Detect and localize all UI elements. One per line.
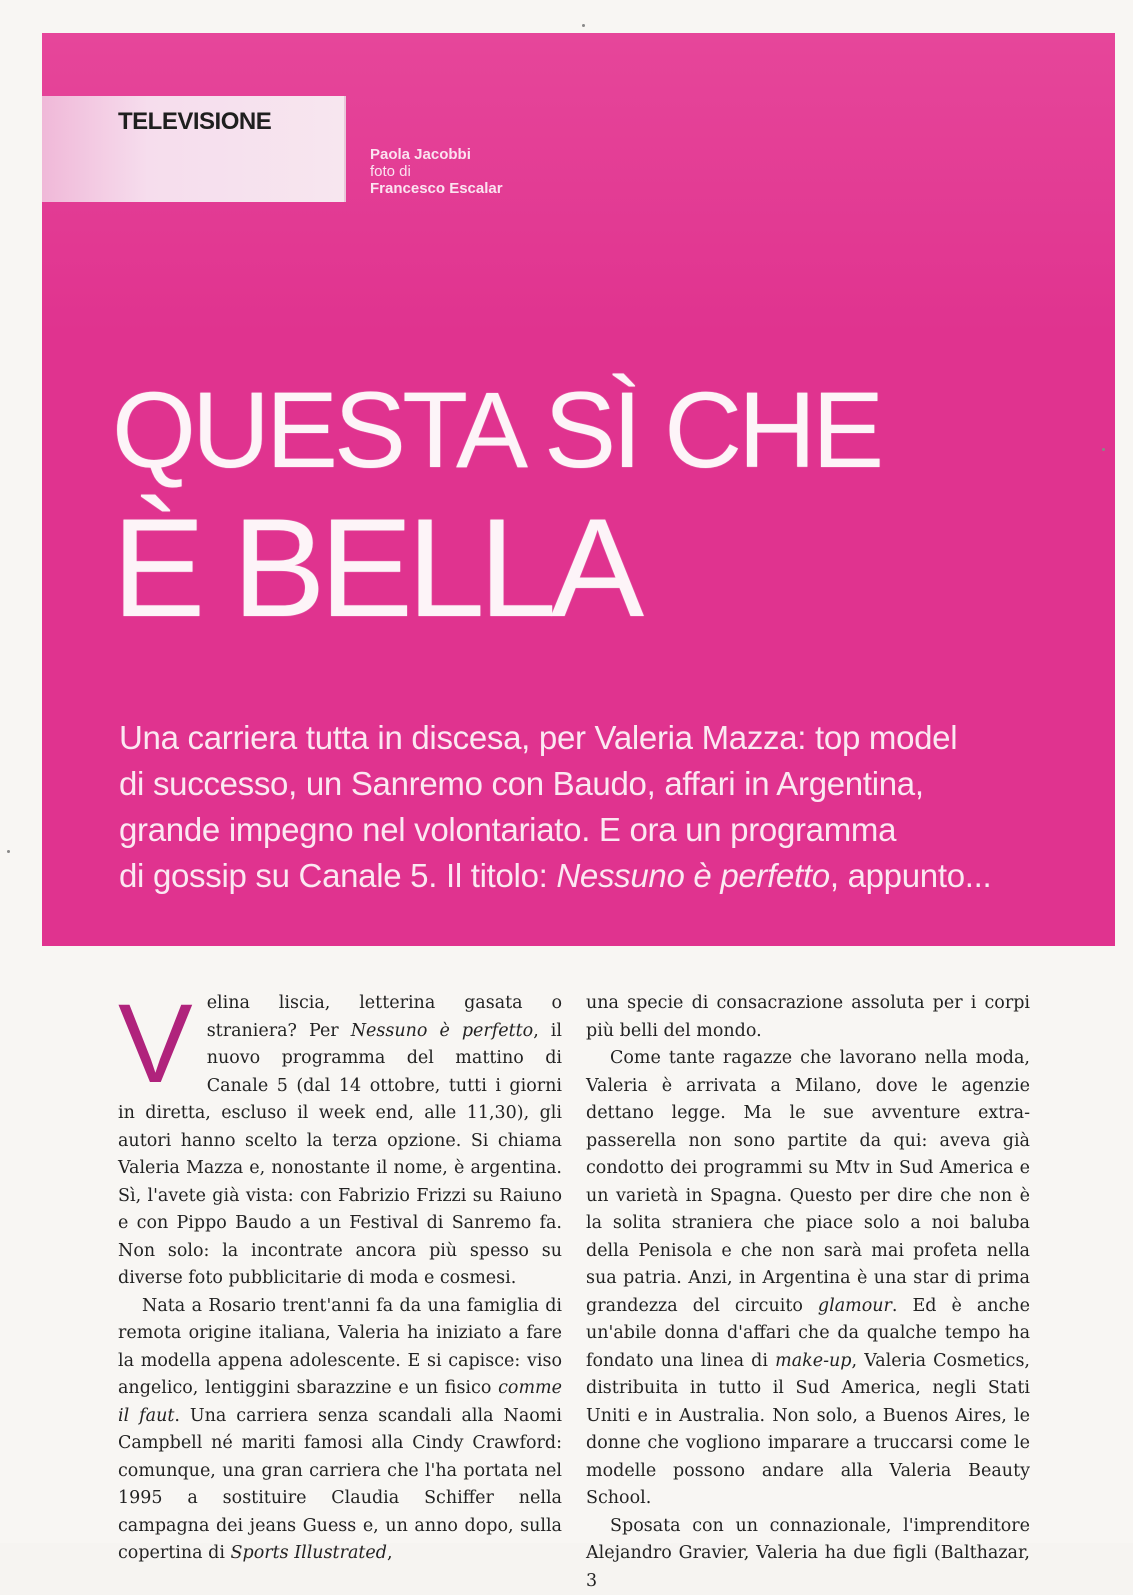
standfirst xyxy=(119,715,1049,899)
program-title: Nessuno è perfetto xyxy=(351,1021,534,1041)
scan-speck xyxy=(7,850,10,853)
column-left xyxy=(118,990,562,1568)
section-tag xyxy=(42,96,346,202)
paragraph: Sposata con un connazionale, l'imprenditore Alejandro Gravier, Valeria ha due figli (Balthazar, 3 xyxy=(586,1513,1030,1595)
drop-cap: V xyxy=(118,996,193,1092)
standfirst-line-1: Una carriera tutta in discesa, per Valeria Mazza: top model xyxy=(119,715,1049,761)
paragraph-text: . Ed è anche un'abile donna d'affari che da qualche tempo ha fondato una linea di xyxy=(586,1296,1030,1371)
italic-word: make-up xyxy=(775,1351,851,1371)
paragraph-text: . Una carriera senza scandali alla Naomi Campbell né mariti famosi alla Cindy Crawford: comunque, una gran carriera che l'ha portata nel 1995 a sostituire Claudia Schiffer nella campagna dei jeans Guess e, un anno dopo, sulla copertina di xyxy=(118,1406,562,1564)
paragraph-text: , xyxy=(387,1543,393,1563)
column-right xyxy=(586,990,1030,1595)
headline xyxy=(112,375,1092,641)
standfirst-line-2: di successo, un Sanremo con Baudo, affari in Argentina, xyxy=(119,761,1049,807)
article-body xyxy=(118,990,1038,1510)
paragraph xyxy=(118,1293,562,1568)
paragraph-continued: una specie di consacrazione assoluta per i corpi più belli del mondo. xyxy=(586,990,1030,1045)
magazine-title: Sports Illustrated xyxy=(231,1543,387,1563)
headline-line-1: QUESTA SÌ CHE xyxy=(112,375,1092,485)
paragraph-text: , Valeria Cosmetics, distribuita in tutto il Sud America, negli Stati Uniti e in Australia. Non solo, a Buenos Aires, le donne che vogliono imparare a truccarsi come le modelle possono andare alla Valeria Beauty School. xyxy=(586,1351,1030,1509)
standfirst-line-4 xyxy=(119,853,1049,899)
byline-author: Paola Jacobbi xyxy=(370,146,503,163)
italic-word: glamour xyxy=(818,1296,892,1316)
standfirst-line-3: grande impegno nel volontariato. E ora un programma xyxy=(119,807,1049,853)
paragraph-text: Come tante ragazze che lavorano nella moda, Valeria è arrivata a Milano, dove le agenzie dettano legge. Ma le sue avventure extra-passerella non sono partite da qui: aveva già condotto dei programmi su Mtv in Sud America e un varietà in Spagna. Questo per dire che non è la solita straniera che piace solo a noi baluba della Penisola e che non sarà mai profeta nella sua patria. Anzi, in Argentina è una star di prima grandezza del circuito xyxy=(586,1048,1030,1316)
byline-photographer: Francesco Escalar xyxy=(370,180,503,197)
scan-speck xyxy=(1102,448,1105,451)
standfirst-text-end: , appunto... xyxy=(830,857,992,894)
byline xyxy=(370,146,503,197)
paragraph-text: , il nuovo programma del mattino di Canale 5 (dal 14 ottobre, tutti i giorni in diretta, escluso il week end, alle 11,30), gli autori hanno scelto la terza opzione. Si chiama Valeria Mazza e, nonostante il nome, è argentina. Sì, l'avete già vista: con Fabrizio Frizzi su Raiuno e con Pippo Baudo a un Festival di Sanremo fa. Non solo: la incontrate ancora più spesso su diverse foto pubblicitarie di moda e cosmesi. xyxy=(118,1021,562,1289)
italic-phrase: comme il faut xyxy=(118,1378,562,1426)
headline-line-2: È BELLA xyxy=(112,495,1092,641)
scan-speck xyxy=(582,24,585,27)
paragraph xyxy=(586,1045,1030,1513)
paragraph-text: elina liscia, letterina gasata o straniera? Per xyxy=(207,993,562,1041)
section-label: TELEVISIONE xyxy=(118,108,271,136)
standfirst-program-title: Nessuno è perfetto xyxy=(556,857,829,894)
paragraph-text: Nata a Rosario trent'anni fa da una famiglia di remota origine italiana, Valeria ha iniziato a fare la modella appena adolescente. E si capisce: viso angelico, lentiggini sbarazzine e un fisico xyxy=(118,1296,562,1399)
standfirst-text: di gossip su Canale 5. Il titolo: xyxy=(119,857,556,894)
paragraph xyxy=(118,990,562,1293)
byline-photo-prefix: foto di xyxy=(370,163,503,180)
